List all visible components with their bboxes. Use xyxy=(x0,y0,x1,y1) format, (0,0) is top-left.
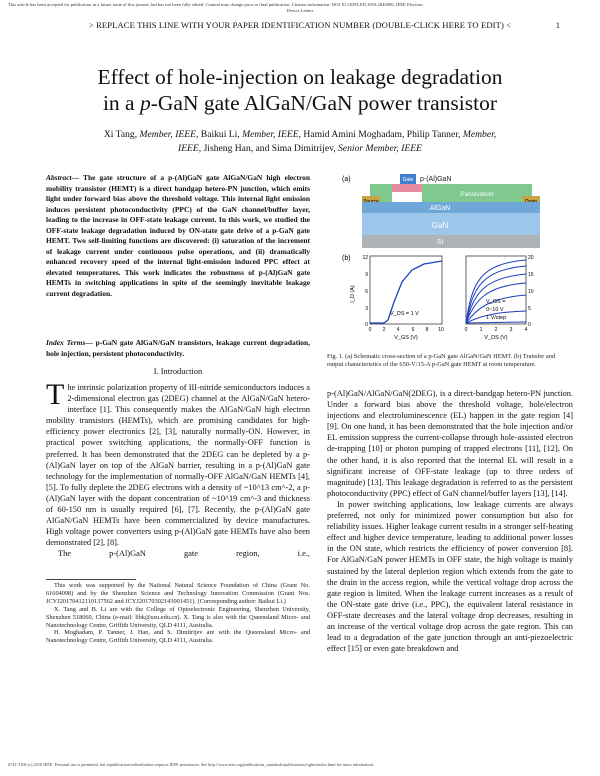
figure-1 xyxy=(340,172,558,344)
y-tick: 12 xyxy=(362,255,368,261)
author-3-role: Member, xyxy=(462,129,497,140)
x-tick: 4 xyxy=(524,327,528,333)
si-label: Si xyxy=(436,239,444,246)
output-annotation-3: 1 V/step xyxy=(486,315,507,321)
author-1: Xi Tang, xyxy=(103,129,140,140)
index-terms-label: Index Terms xyxy=(46,338,86,347)
transfer-y-ticks xyxy=(362,255,368,328)
gan-layer xyxy=(362,213,540,235)
figure-1-graphic xyxy=(340,172,558,344)
footnote-affiliation-2: H. Moghadam, P. Tanner, J. Han, and S. Dimitrijev are with the Queensland Micro- and Nanotechnology Centre, Griffith University, QLD 4111, Australia. xyxy=(46,629,310,645)
right-paragraph-1: p-(Al)GaN/AlGaN/GaN(2DEG), is a direct-bandgap hetero-PN junction. Under a forward bias above the threshold voltage, hole/electron injections and electroluminescence (EL) happen in the gate region [4] [9]. On one hand, it has been demonstrated that the hole injection and/or EL emission suppress the current-collapse through hole-assisted electron de-trapping [10] or photon pumping of trapped electrons [11], [12]. On the other hand, it is also reported that the internal EL will result in a significant increase of OFF-state leakage (up to three orders of magnitude) [13]. This leakage degradation is referred to as the persistent photoconductivity (PPC) effect of GaN channel/buffer layers [13], [14]. xyxy=(327,389,573,498)
notice-journal: Device Letters xyxy=(286,7,314,13)
page-number: 1 xyxy=(555,20,560,30)
x-tick: 6 xyxy=(411,327,415,333)
output-x-ticks xyxy=(465,327,528,333)
output-curve xyxy=(466,322,526,323)
transfer-ylabel: I_D (A) xyxy=(350,285,356,303)
abstract-text: — The gate structure of a p-(Al)GaN gate AlGaN/GaN high electron mobility transistor (HEMT) is a direct bandgap hetero-PN junction, which emits light under forward bias above the threshold voltage. This internal light emission induces persistent photoconductivity (PPC) of the GaN channel/buffer layer, leading to the increase in OFF-state leakage current. In this work, we studied the OFF-state leakage degradation induced by ON-state gate drive of a p-GaN gate HEMT. Two self-limiting functions are discovered: (i) saturation of the increment of leakage current under continuous pulse operations, and (ii) dramatically enhanced recovery speed of the internal light-emission induced PPC effect at elevated temperatures. This work indicates the robustness of p-(Al)GaN gate HEMTs in switching applications in spite of the seemingly inevitable leakage current degradation. xyxy=(46,173,310,298)
output-xlabel: V_DS (V) xyxy=(484,335,508,341)
notice-text: This article has been accepted for publication in a future issue of this journal, but has not been fully edited. Content may change prior to final publication. Citation information: DOI 10.1109/LED.2018.2844096, IEEE Electron xyxy=(8,2,423,7)
author-2-role: Member, IEEE xyxy=(242,129,299,140)
passivation-label: Passivation xyxy=(460,191,494,198)
intro-paragraph-1: he intrinsic polarization property of III-nitride semiconductors induces a 2-dimensional electron gas (2DEG) channel at the AlGaN/GaN hetero-interface [1]. This consequently makes the AlGaN/GaN high electron mobility transistors (HEMTs), which are promising candidates for high-efficiency power electronics [2], [3], naturally normally-ON. However, in practical power switching applications, the normally-OFF function is preferred. It has been demonstrated that the 2DEG can be depleted by a p-(Al)GaN layer on top of the AlGaN barrier, resulting in a p-(Al)GaN gate technology for the implementation of normally-OFF AlGaN/GaN HEMTs [4], [5]. To fully deplete the 2DEG electrons with a density of ~10^13 cm^-2, a p-(Al)GaN layer with the dopant concentration of ~10^19 cm^-3 and thickness of 60-150 nm is usually required [6], [7]. Recently, the p-(Al)GaN gate AlGaN/GaN HEMTs have been commercialized by device manufactures. High voltage power converters using p-(Al)GaN gate HEMTs have also been demonstrated [2], [8]. xyxy=(46,383,310,548)
paper-id-placeholder[interactable]: > REPLACE THIS LINE WITH YOUR PAPER IDENTIFICATION NUMBER (DOUBLE-CLICK HERE TO EDIT) < xyxy=(88,20,512,30)
transfer-annotation: V_DS = 1 V xyxy=(390,311,419,317)
copyright-footer: 0741-3106 (c) 2018 IEEE. Personal use is permitted, but republication/redistribution requires IEEE permission. See http://www.ieee.org/publications_standards/publications/rights/index.html for more information. xyxy=(8,762,374,767)
y-tick: 15 xyxy=(528,272,534,278)
author-3-role-b: IEEE xyxy=(178,142,199,154)
x-tick: 0 xyxy=(368,327,372,333)
title-line-2b: -GaN gate AlGaN/GaN power transistor xyxy=(150,91,498,115)
abstract-label: Abstract xyxy=(46,173,72,182)
abstract xyxy=(46,173,310,299)
section-heading-introduction: I. Introduction xyxy=(153,367,203,376)
introduction-body xyxy=(46,378,310,560)
transfer-x-ticks xyxy=(369,327,444,333)
author-4: , Jisheng Han, and Sima Dimitrijev, xyxy=(198,142,339,154)
x-tick: 0 xyxy=(464,327,468,333)
x-tick: 3 xyxy=(509,327,513,333)
output-annotation-2: 0~10 V xyxy=(486,307,504,313)
y-tick: 3 xyxy=(365,306,368,312)
author-4-role: Senior Member, IEEE xyxy=(338,142,422,154)
algan-label: AlGaN xyxy=(429,205,451,212)
title-line-2a: in a xyxy=(102,91,140,115)
y-tick: 0 xyxy=(365,322,368,328)
author-list xyxy=(46,128,554,155)
output-y-ticks xyxy=(528,255,534,328)
x-tick: 2 xyxy=(494,327,498,333)
output-curves xyxy=(466,260,526,323)
p-algan-label: p-(Al)GaN xyxy=(420,176,452,183)
fig-label-a: (a) xyxy=(342,176,351,183)
title-line-1: Effect of hole-injection on leakage degradation xyxy=(97,65,503,89)
footnote-affiliation-1: X. Tang and B. Li are with the College of Optoelectronic Engineering, Shenzhen University, Shenzhen 518060, China (e-mail: libk@szu.edu.cn). X. Tang is also with the Queensland Micro- and Nanotechnology Centre, Griffith University, QLD 4111, Australia. xyxy=(46,605,310,629)
author-2: , Baikui Li, xyxy=(196,129,243,140)
gan-label: GaN xyxy=(431,221,449,230)
x-tick: 8 xyxy=(425,327,429,333)
p-algan-layer xyxy=(392,184,422,192)
gate-label: Gate xyxy=(402,177,414,183)
publication-notice xyxy=(8,2,592,13)
output-annotation-1: V_GS = xyxy=(486,299,506,305)
right-column-body xyxy=(327,388,573,654)
paper-title xyxy=(40,64,560,116)
figure-1-caption: Fig. 1. (a) Schematic cross-section of a p-GaN gate AlGaN/GaN HEMT. (b) Transfer and output characteristics of the 650-V/15-A p-GaN gate HEMT at room temperature. xyxy=(327,353,556,369)
x-tick: 1 xyxy=(479,327,483,333)
drop-cap: T xyxy=(46,378,65,411)
author-1-role: Member, IEEE xyxy=(139,129,196,140)
x-tick: 4 xyxy=(396,327,400,333)
footnotes xyxy=(46,582,310,645)
si-substrate xyxy=(362,235,540,248)
y-tick: 10 xyxy=(528,289,534,295)
author-3: , Hamid Amini Moghadam, Philip Tanner, xyxy=(298,129,463,140)
intro-paragraph-2: The p-(Al)GaN gate region, i.e., xyxy=(58,549,310,559)
algan-layer xyxy=(362,202,540,213)
x-tick: 2 xyxy=(382,327,386,333)
title-line-2-italic: p xyxy=(139,91,151,115)
x-tick: 10 xyxy=(438,327,444,333)
y-tick: 9 xyxy=(365,272,368,278)
footnote-funding: This work was supported by the National Natural Science Foundation of China (Grant No. 61604098) and by the Shenzhen Science and Technology Innovation Commission (Grant Nos. JCYJ20170412110137562 and JCYJ20170302143001451). (Corresponding author: Baikui Li.) xyxy=(46,582,310,605)
index-terms xyxy=(46,338,310,359)
y-tick: 5 xyxy=(528,306,531,312)
fig-label-b: (b) xyxy=(342,255,351,262)
transfer-xlabel: V_GS (V) xyxy=(394,335,418,341)
y-tick: 6 xyxy=(365,289,368,295)
y-tick: 20 xyxy=(528,255,534,261)
footnote-divider xyxy=(46,579,136,580)
y-tick: 0 xyxy=(528,322,531,328)
index-terms-text: — p-GaN gate AlGaN/GaN transistors, leakage current degradation, hole injection, persistent photoconductivity. xyxy=(46,338,310,358)
right-paragraph-2: In power switching applications, low leakage currents are always preferred, not only for minimized power consumption but also for reliability issues. Higher leakage current results in a stronger self-heating effect and higher device temperature, leading to additional power losses in the ON state, which restricts the efficiency of power conversion [8]. For AlGaN/GaN power HEMTs in OFF state, the high voltage is mainly sustained by the lateral depletion region which extends from the gate to the drain in the access region, while the vertical voltage drop across the gate region is limited. When the leakage current increases as a result of the ON-state gate drive (i.e., PPC), the equivalent lateral resistance in OFF-state decreases and the lateral voltage drop decreases, resulting in an increase of the vertical voltage drop across the gate region. This can lead to a degradation of the gate junction through an anti-piezoelectric effect [15] or even gate breakdown and xyxy=(327,499,573,654)
